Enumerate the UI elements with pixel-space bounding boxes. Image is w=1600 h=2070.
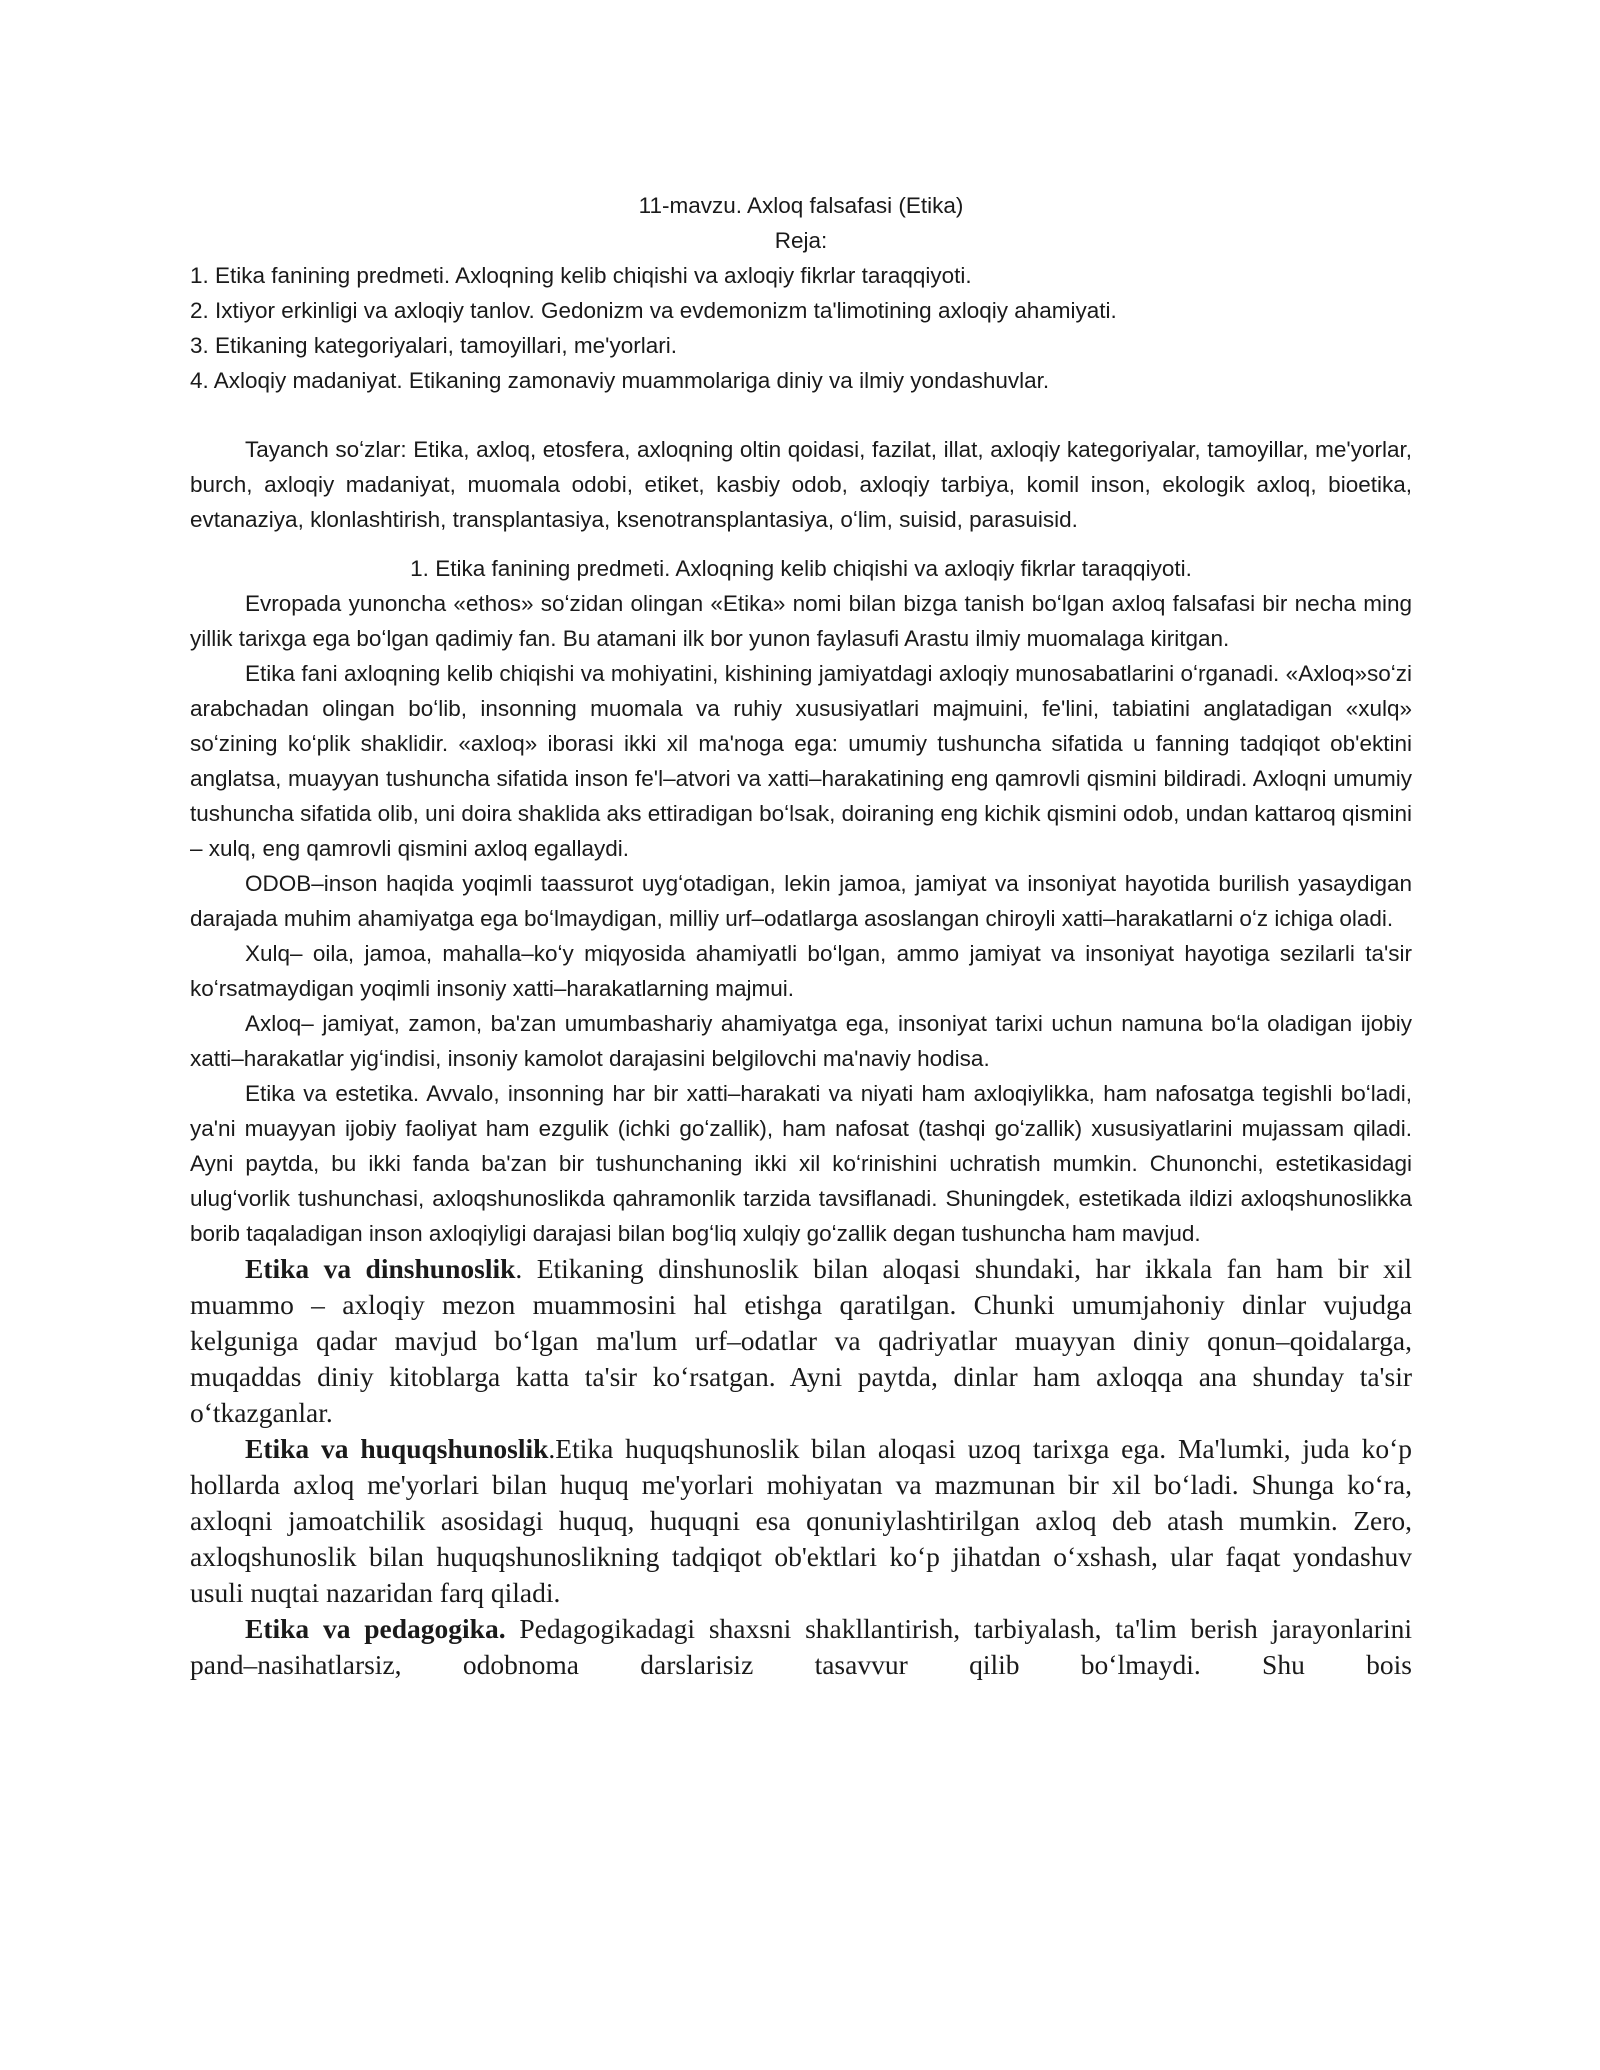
- document-title: 11-mavzu. Axloq falsafasi (Etika): [638, 193, 964, 218]
- plan-list: [190, 258, 1412, 398]
- body-paragraph: Xulq– oila, jamoa, mahalla–koʻy miqyosida ahamiyatli boʻlgan, ammo jamiyat va insoniyat hayotiga sezilarli ta'sir koʻrsatmaydigan yoqimli insoniy xatti–harakatlarning majmui.: [190, 941, 1412, 1001]
- keywords-paragraph: Tayanch soʻzlar: Etika, axloq, etosfera, axloqning oltin qoidasi, fazilat, illat, axloqiy kategoriyalar, tamoyillar, me'yorlar, burch, axloqiy madaniyat, muomala odobi, etiket, kasbiy odob, axloqiy tarbiya, komil inson, ekologik axloq, bioetika, evtanaziya, klonlashtirish, transplantasiya, ksenotransplantasiya, oʻlim, suisid, parasuisid.: [190, 437, 1412, 532]
- plan-item: 2. Ixtiyor erkinligi va axloqiy tanlov. Gedonizm va evdemonizm ta'limotining axloqiy ahamiyati.: [190, 298, 1117, 323]
- paragraph-text: Pedagogikadagi shaxsni shakllantirish, tarbiyalash, ta'lim berish jarayonlarini pand–nasihatlarsiz, odobnoma darslarisiz tasavvur qilib boʻlmaydi. Shu bois: [190, 1613, 1412, 1680]
- body-paragraph: ODOB–inson haqida yoqimli taassurot uygʻotadigan, lekin jamoa, jamiyat va insoniyat hayotida burilish yasaydigan darajada muhim ahamiyatga ega boʻlmaydigan, milliy urf–odatlarga asoslangan chiroyli xatti–harakatlarni oʻz ichiga oladi.: [190, 871, 1412, 931]
- plan-heading: Reja:: [774, 228, 828, 253]
- plan-item: 3. Etikaning kategoriyalari, tamoyillari, me'yorlari.: [190, 333, 677, 358]
- body-paragraph: Etika fani axloqning kelib chiqishi va mohiyatini, kishining jamiyatdagi axloqiy munosabatlarini oʻrganadi. «Axloq»soʻzi arabchadan olingan boʻlib, insonning muomala va ruhiy xususiyatlari majmuini, fe'lini, tabiatini anglatadigan «xulq» soʻzining koʻplik shaklidir. «axloq» iborasi ikki xil ma'noga ega: umumiy tushuncha sifatida u fanning tadqiqot ob'ektini anglatsa, muayyan tushuncha sifatida inson fe'l–atvori va xatti–harakatining eng qamrovli qismini bildiradi. Axloqni umumiy tushuncha sifatida olib, uni doira shaklida aks ettiradigan boʻlsak, doiraning eng kichik qismini odob, undan kattaroq qismini – xulq, eng qamrovli qismini axloq egallaydi.: [190, 661, 1412, 861]
- document-page: [190, 188, 1412, 1683]
- plan-item: 1. Etika fanining predmeti. Axloqning kelib chiqishi va axloqiy fikrlar taraqqiyoti.: [190, 263, 972, 288]
- serif-paragraph-huquqshunoslik: [190, 1431, 1412, 1611]
- section-heading: 1. Etika fanining predmeti. Axloqning kelib chiqishi va axloqiy fikrlar taraqqiyoti.: [410, 556, 1192, 581]
- serif-paragraph-pedagogika: [190, 1611, 1412, 1683]
- paragraph-text: . Etikaning dinshunoslik bilan aloqasi shundaki, har ikkala fan ham bir xil muammo – axloqiy mezon muammosini hal etishga qaratilgan. Chunki umumjahoniy dinlar vujudga kelguniga qadar mavjud boʻlgan ma'lum urf–odatlar va qadriyatlar muayyan diniy qonun–qoidalarga, muqaddas diniy kitoblarga katta ta'sir koʻrsatgan. Ayni paytda, dinlar ham axloqqa ana shunday ta'sir oʻtkazganlar.: [190, 1253, 1412, 1428]
- spacer: [190, 398, 1412, 432]
- paragraph-lead: Etika va huquqshunoslik: [245, 1433, 549, 1464]
- paragraph-lead: Etika va dinshunoslik: [245, 1253, 516, 1284]
- plan-item: 4. Axloqiy madaniyat. Etikaning zamonaviy muammolariga diniy va ilmiy yondashuvlar.: [190, 368, 1050, 393]
- body-paragraph: Etika va estetika. Avvalo, insonning har bir xatti–harakati va niyati ham axloqiylikka, ham nafosatga tegishli boʻladi, ya'ni muayyan ijobiy faoliyat ham ezgulik (ichki goʻzallik), ham nafosat (tashqi goʻzallik) xususiyatlarini mujassam qiladi. Ayni paytda, bu ikki fanda ba'zan bir tushunchaning ikki xil koʻrinishini uchratish mumkin. Chunonchi, estetikasidagi ulugʻvorlik tushunchasi, axloqshunoslikda qahramonlik tarzida tavsiflanadi. Shuningdek, estetikada ildizi axloqshunoslikka borib taqaladigan inson axloqiyligi darajasi bilan bogʻliq xulqiy goʻzallik degan tushuncha ham mavjud.: [190, 1081, 1412, 1246]
- serif-paragraph-dinshunoslik: [190, 1251, 1412, 1431]
- body-paragraph: Axloq– jamiyat, zamon, ba'zan umumbashariy ahamiyatga ega, insoniyat tarixi uchun namuna boʻla oladigan ijobiy xatti–harakatlar yigʻindisi, insoniy kamolot darajasini belgilovchi ma'naviy hodisa.: [190, 1011, 1412, 1071]
- body-paragraph: Evropada yunoncha «ethos» soʻzidan olingan «Etika» nomi bilan bizga tanish boʻlgan axloq falsafasi bir necha ming yillik tarixga ega boʻlgan qadimiy fan. Bu atamani ilk bor yunon faylasufi Arastu ilmiy muomalaga kiritgan.: [190, 591, 1412, 651]
- paragraph-lead: Etika va pedagogika.: [245, 1613, 506, 1644]
- spacer: [190, 537, 1412, 551]
- paragraph-text: .Etika huquqshunoslik bilan aloqasi uzoq tarixga ega. Ma'lumki, juda koʻp hollarda axloq me'yorlari bilan huquq me'yorlari mohiyatan va mazmunan bir xil boʻladi. Shunga koʻra, axloqni jamoatchilik asosidagi huquq, huquqni esa qonuniylashtirilgan axloq deb atash mumkin. Zero, axloqshunoslik bilan huquqshunoslikning tadqiqot ob'ektlari koʻp jihatdan oʻxshash, ular faqat yondashuv usuli nuqtai nazaridan farq qiladi.: [190, 1433, 1412, 1608]
